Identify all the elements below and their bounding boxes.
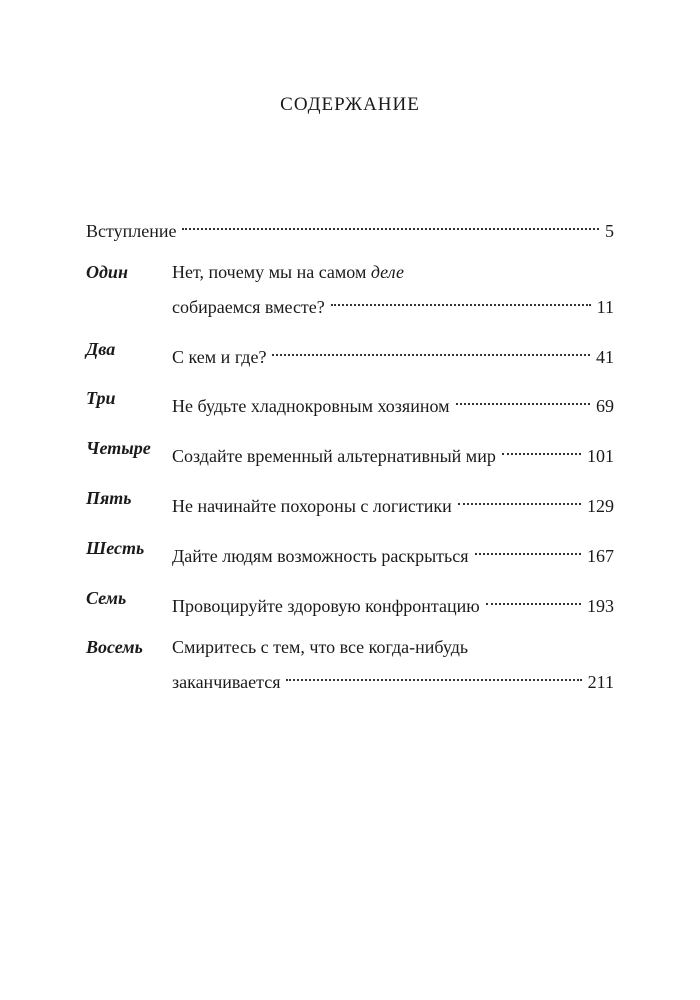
- dot-leader: [502, 435, 581, 462]
- toc-entry-title: Вступление: [86, 221, 177, 241]
- toc-entry-title-line2: собираемся вместе?: [172, 297, 325, 317]
- chapter-number: Восемь: [86, 637, 143, 657]
- dot-leader: [286, 661, 581, 688]
- toc-entry-title: Не будьте хладнокровным хозяином: [172, 396, 450, 416]
- toc-entry-title: Не начинайте похороны с логистики: [172, 496, 452, 516]
- chapter-number: Два: [86, 339, 116, 359]
- toc-entry-title: Создайте временный альтернативный мир: [172, 446, 496, 466]
- page-number: 11: [596, 297, 614, 317]
- page-number: 101: [587, 446, 614, 466]
- page-number: 41: [596, 347, 614, 367]
- page-number: 129: [587, 496, 614, 516]
- chapter-number: Один: [86, 262, 128, 282]
- dot-leader: [272, 336, 590, 363]
- page-number: 193: [587, 596, 614, 616]
- dot-leader: [182, 210, 599, 237]
- toc-entry-title-line1: Смиритесь с тем, что все когда-нибудь: [172, 637, 469, 657]
- toc-entry-title: С кем и где?: [172, 347, 267, 367]
- toc-entry-title-line2: заканчивается: [172, 672, 281, 692]
- dot-leader: [458, 485, 581, 512]
- dot-leader: [486, 585, 581, 612]
- page-number: 5: [605, 221, 614, 241]
- toc-entry-title: Провоцируйте здоровую конфронтацию: [172, 596, 480, 616]
- dot-leader: [331, 286, 591, 313]
- chapter-number: Четыре: [86, 438, 151, 458]
- chapter-number: Три: [86, 388, 116, 408]
- dot-leader: [456, 385, 590, 412]
- chapter-number: Шесть: [86, 538, 145, 558]
- chapter-number: Пять: [86, 488, 132, 508]
- toc-entry-title-emphasis: деле: [370, 262, 404, 282]
- dot-leader: [475, 535, 581, 562]
- page-number: 69: [596, 396, 614, 416]
- page-title: СОДЕРЖАНИЕ: [280, 94, 420, 115]
- page-number: 167: [587, 546, 614, 566]
- page-number: 211: [587, 672, 614, 692]
- toc-entry-title: Дайте людям возможность раскрыться: [172, 546, 469, 566]
- toc-entry-title-line1: Нет, почему мы на самом: [172, 262, 371, 282]
- chapter-number: Семь: [86, 588, 127, 608]
